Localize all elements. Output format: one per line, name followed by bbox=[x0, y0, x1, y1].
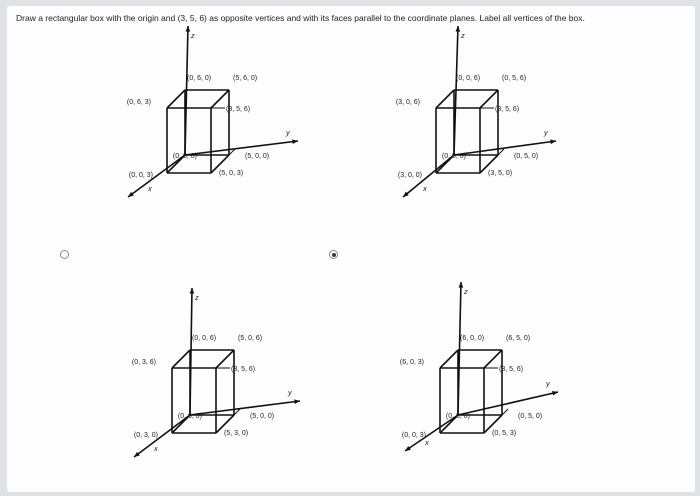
vertex-label-bot-back-left: (0, 0, 0) bbox=[441, 153, 466, 160]
z-axis-label: z bbox=[461, 31, 465, 40]
vertex-label-top-back-right: (5, 0, 6) bbox=[238, 335, 263, 342]
figure-c bbox=[132, 288, 300, 457]
vertex-label-bot-back-left: (0, 0, 0) bbox=[172, 153, 197, 160]
y-axis bbox=[190, 401, 300, 415]
vertex-label-top-back-left: (6, 0, 0) bbox=[460, 335, 485, 342]
y-axis bbox=[458, 392, 558, 415]
vertex-label-top-back-right: (0, 5, 6) bbox=[502, 75, 527, 82]
y-axis bbox=[185, 141, 298, 155]
z-axis-arrow bbox=[186, 26, 191, 32]
vertex-label-bot-front-right: (5, 3, 0) bbox=[224, 430, 249, 437]
vertex-label-top-front-right: (3, 5, 6) bbox=[231, 366, 256, 373]
vertex-label-top-back-right: (5, 6, 0) bbox=[233, 75, 258, 82]
y-axis-label: y bbox=[546, 379, 550, 388]
vertex-label-bot-back-right: (0, 5, 0) bbox=[518, 413, 543, 420]
vertex-label-bot-front-left: (0, 0, 3) bbox=[128, 172, 153, 179]
z-axis-label: z bbox=[195, 293, 199, 302]
z-axis-label: z bbox=[464, 287, 468, 296]
vertex-label-top-back-left: (0, 0, 6) bbox=[192, 335, 217, 342]
box-edge bbox=[436, 90, 454, 108]
z-axis-arrow bbox=[190, 288, 195, 294]
vertex-label-bot-back-right: (0, 5, 0) bbox=[514, 153, 539, 160]
vertex-label-top-back-left: (0, 6, 0) bbox=[187, 75, 212, 82]
vertex-label-bot-front-left: (0, 0, 3) bbox=[401, 432, 426, 439]
vertex-label-top-front-left: (0, 3, 6) bbox=[131, 359, 156, 366]
vertex-label-top-front-left: (0, 6, 3) bbox=[126, 99, 151, 106]
vertex-label-top-front-left: (6, 0, 3) bbox=[399, 359, 424, 366]
x-axis-label: x bbox=[423, 184, 427, 193]
vertex-label-bot-front-left: (3, 0, 0) bbox=[397, 172, 422, 179]
box-edge bbox=[172, 350, 190, 368]
question-text: Draw a rectangular box with the origin and (3, 5, 6) as opposite vertices and with its faces parallel to the coordinate planes. Label all vertices of the box. bbox=[16, 13, 585, 23]
vertex-label-bot-back-left: (0, 0, 0) bbox=[177, 413, 202, 420]
vertex-label-bot-back-left: (0, 0, 0) bbox=[445, 413, 470, 420]
vertex-label-bot-front-right: (0, 5, 3) bbox=[492, 430, 517, 437]
vertex-label-bot-front-right: (3, 5, 0) bbox=[488, 170, 513, 177]
x-axis-label: x bbox=[425, 438, 429, 447]
figure-b bbox=[396, 26, 556, 197]
z-axis-label: z bbox=[191, 31, 195, 40]
box-edge bbox=[440, 350, 458, 368]
vertex-label-top-front-right: (3, 5, 6) bbox=[226, 106, 251, 113]
vertex-label-top-back-left: (0, 0, 6) bbox=[456, 75, 481, 82]
y-axis-label: y bbox=[288, 388, 292, 397]
y-axis-label: y bbox=[286, 128, 290, 137]
vertex-label-bot-back-right: (5, 0, 0) bbox=[245, 153, 270, 160]
vertex-label-bot-front-left: (0, 3, 0) bbox=[133, 432, 158, 439]
vertex-label-top-back-right: (6, 5, 0) bbox=[506, 335, 531, 342]
figure-d bbox=[400, 282, 558, 451]
vertex-label-top-front-left: (3, 0, 6) bbox=[395, 99, 420, 106]
y-axis-label: y bbox=[544, 128, 548, 137]
x-axis-label: x bbox=[148, 184, 152, 193]
x-axis-label: x bbox=[154, 444, 158, 453]
vertex-label-top-front-right: (3, 5, 6) bbox=[495, 106, 520, 113]
vertex-label-top-front-right: (3, 5, 6) bbox=[499, 366, 524, 373]
z-axis-arrow bbox=[459, 282, 464, 288]
figure-a bbox=[127, 26, 298, 197]
z-axis-arrow bbox=[455, 26, 460, 32]
vertex-label-bot-front-right: (5, 0, 3) bbox=[219, 170, 244, 177]
y-axis bbox=[454, 141, 556, 155]
box-edge bbox=[167, 90, 185, 108]
vertex-label-bot-back-right: (5, 0, 0) bbox=[250, 413, 275, 420]
